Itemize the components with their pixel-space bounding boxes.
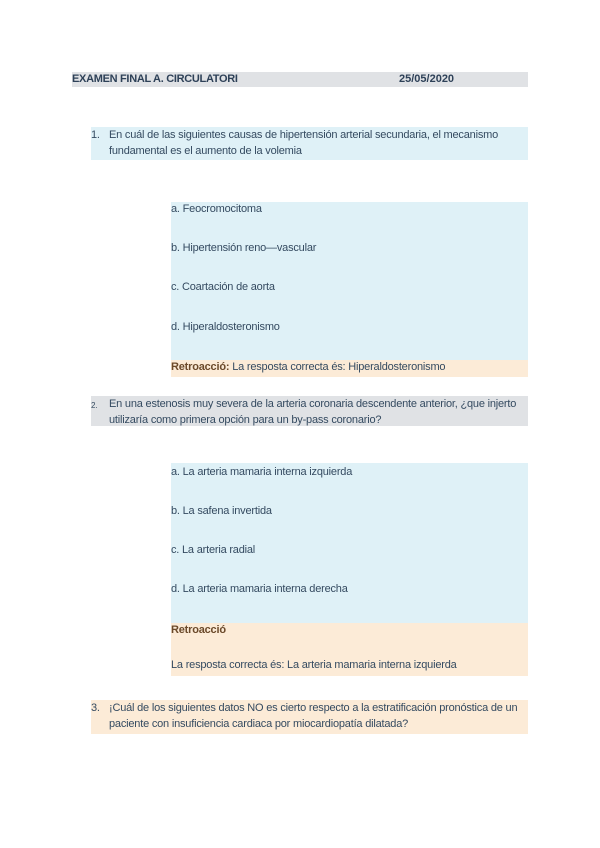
- option-b[interactable]: b. La safena invertida: [171, 505, 272, 517]
- question-text: En una estenosis muy severa de la arteria coronaria descendente anterior, ¿que injerto utilizaría como primera opción para un by-pass coronario?: [109, 398, 517, 426]
- exam-header: [72, 72, 528, 87]
- option-b[interactable]: b. Hipertensión reno—vascular: [171, 242, 317, 254]
- option-a[interactable]: a. Feocromocitoma: [171, 203, 262, 215]
- question-1: [91, 127, 528, 160]
- question-2-options: [171, 463, 528, 623]
- feedback-text: La resposta correcta és: Hiperaldosteronismo: [232, 361, 446, 373]
- question-2-feedback: [171, 623, 528, 676]
- question-text: En cuál de las siguientes causas de hipertensión arterial secundaria, el mecanismo fundamental es el aumento de la volemia: [109, 129, 498, 157]
- question-1-feedback: [171, 360, 528, 377]
- question-2: [91, 396, 528, 426]
- question-3: [91, 700, 528, 734]
- feedback-label: Retroacció: [171, 624, 226, 636]
- option-d[interactable]: d. Hiperaldosteronismo: [171, 321, 280, 333]
- feedback-label: Retroacció:: [171, 361, 230, 373]
- question-1-options: [171, 202, 528, 360]
- exam-date: 25/05/2020: [399, 73, 455, 85]
- exam-title: EXAMEN FINAL A. CIRCULATORI: [72, 73, 238, 85]
- feedback-text: La resposta correcta és: La arteria mamaria interna izquierda: [171, 659, 457, 671]
- option-c[interactable]: c. Coartación de aorta: [171, 281, 275, 293]
- option-c[interactable]: c. La arteria radial: [171, 544, 256, 556]
- question-text: ¡Cuál de los siguientes datos NO es cierto respecto a la estratificación pronóstica de un paciente con insuficiencia cardiaca por miocardiopatía dilatada?: [109, 702, 518, 730]
- option-d[interactable]: d. La arteria mamaria interna derecha: [171, 583, 348, 595]
- question-number: 1.: [91, 129, 100, 141]
- question-number: 2.: [91, 401, 98, 410]
- question-number: 3.: [91, 702, 100, 714]
- option-a[interactable]: a. La arteria mamaria interna izquierda: [171, 466, 353, 478]
